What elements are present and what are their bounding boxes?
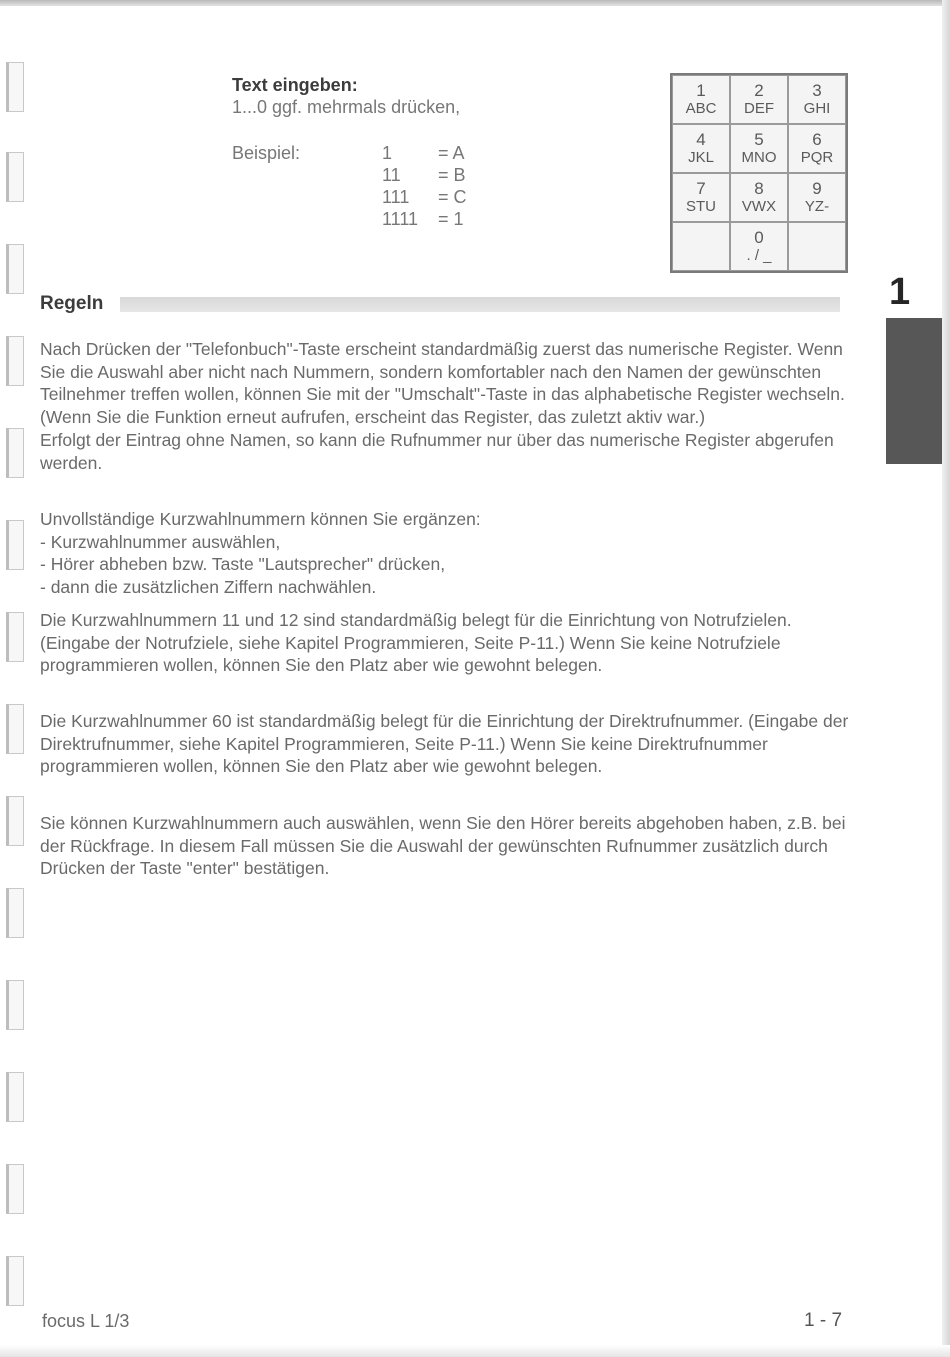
example-result: = C [438,187,467,207]
keypad-key-3: 3 GHI [788,75,846,124]
keypad-key-6: 6 PQR [788,124,846,173]
keypad-diagram [670,73,848,273]
keypad-key-5: 5 MNO [730,124,788,173]
page-edge [942,0,950,1357]
text-entry-instruction: 1...0 ggf. mehrmals drücken, [232,97,461,117]
example-press: 1111 [382,209,419,229]
list-item: - dann die zusätzlichen Ziffern nachwählen. [40,577,377,598]
margin-mark [6,336,24,386]
keypad-key-0: 0 . / _ [730,222,788,271]
paragraph-intro: Unvollständige Kurzwahlnummern können Sie ergänzen: [40,509,481,529]
keypad-key-7: 7 STU [672,173,730,222]
paragraph-handset: Sie können Kurzwahlnummern auch auswählen, wenn Sie den Hörer bereits abgehoben haben, z.B. bei der Rückfrage. In diesem Fall müssen Sie die Auswahl der gewünschten Rufnummer zusätzlich durch Drücken der Taste "enter" bestätigen. [40,813,846,879]
margin-mark [6,428,24,478]
example-result: = A [438,143,465,163]
page-number: 1 - 7 [804,1310,843,1331]
chapter-number: 1 [889,271,911,313]
keypad-key-9: 9 YZ- [788,173,846,222]
paragraph-emergency: Die Kurzwahlnummern 11 und 12 sind standardmäßig belegt für die Einrichtung von Notrufzielen. (Eingabe der Notrufziele, siehe Kapitel Programmieren, Seite P-11.) Wenn Sie keine Notrufziele programmieren wollen, können Sie den Platz aber wie gewohnt belegen. [40,610,792,676]
margin-mark [6,980,24,1030]
keypad-key-1: 1 ABC [672,75,730,124]
example-press: 11 [382,165,401,185]
section-heading: Regeln [40,293,104,314]
margin-mark [6,1164,24,1214]
paragraph-note: (Wenn Sie die Funktion erneut aufrufen, erscheint das Register, das zuletzt aktiv war.) [40,407,706,428]
list-item: - Kurzwahlnummer auswählen, [40,531,281,552]
paragraph-register: Nach Drücken der "Telefonbuch"-Taste erscheint standardmäßig zuerst das numerische Register. Wenn Sie die Auswahl aber nicht nach Nummern, sondern komfortabler nach den Namen der gewünschten Teilnehmer treffen wollen, können Sie mit der "Umschalt"-Taste in das alphabetische Register wechseln. [40,339,845,405]
top-rule [0,0,950,6]
margin-mark [6,152,24,202]
heading-bar [120,297,840,312]
footer-product: focus L 1/3 [42,1311,130,1331]
margin-mark [6,1256,24,1306]
paragraph-direct: Die Kurzwahlnummer 60 ist standardmäßig belegt für die Einrichtung der Direktrufnummer. (Eingabe der Direktrufnummer, siehe Kapitel Programmieren, Seite P-11.) Wenn Sie keine Direktrufnummer programmieren wollen, können Sie den Platz aber wie gewohnt belegen. [40,711,849,777]
page-bottom-edge [0,1345,950,1357]
text-entry-title: Text eingeben: [232,75,358,95]
margin-mark [6,520,24,570]
example-press: 111 [382,187,410,207]
margin-mark [6,796,24,846]
paragraph-numeric: Erfolgt der Eintrag ohne Namen, so kann die Rufnummer nur über das numerische Register abgerufen werden. [40,429,834,473]
margin-mark [6,888,24,938]
margin-mark [6,612,24,662]
paragraph-complete [40,508,850,599]
margin-mark [6,704,24,754]
list-item: - Hörer abheben bzw. Taste "Lautsprecher" drücken, [40,554,446,575]
example-label: Beispiel: [232,143,301,163]
keypad-key-2: 2 DEF [730,75,788,124]
text-entry-block [232,74,652,118]
keypad-key-empty [788,222,846,271]
keypad-key-8: 8 VWX [730,173,788,222]
example-result: = B [438,165,466,185]
paragraph [40,338,850,474]
margin-mark [6,62,24,112]
margin-mark [6,244,24,294]
margin-mark [6,1072,24,1122]
example-result: = 1 [438,209,464,229]
example-press: 1 [382,143,393,163]
keypad-key-empty [672,222,730,271]
chapter-tab [886,318,942,464]
keypad-key-4: 4 JKL [672,124,730,173]
